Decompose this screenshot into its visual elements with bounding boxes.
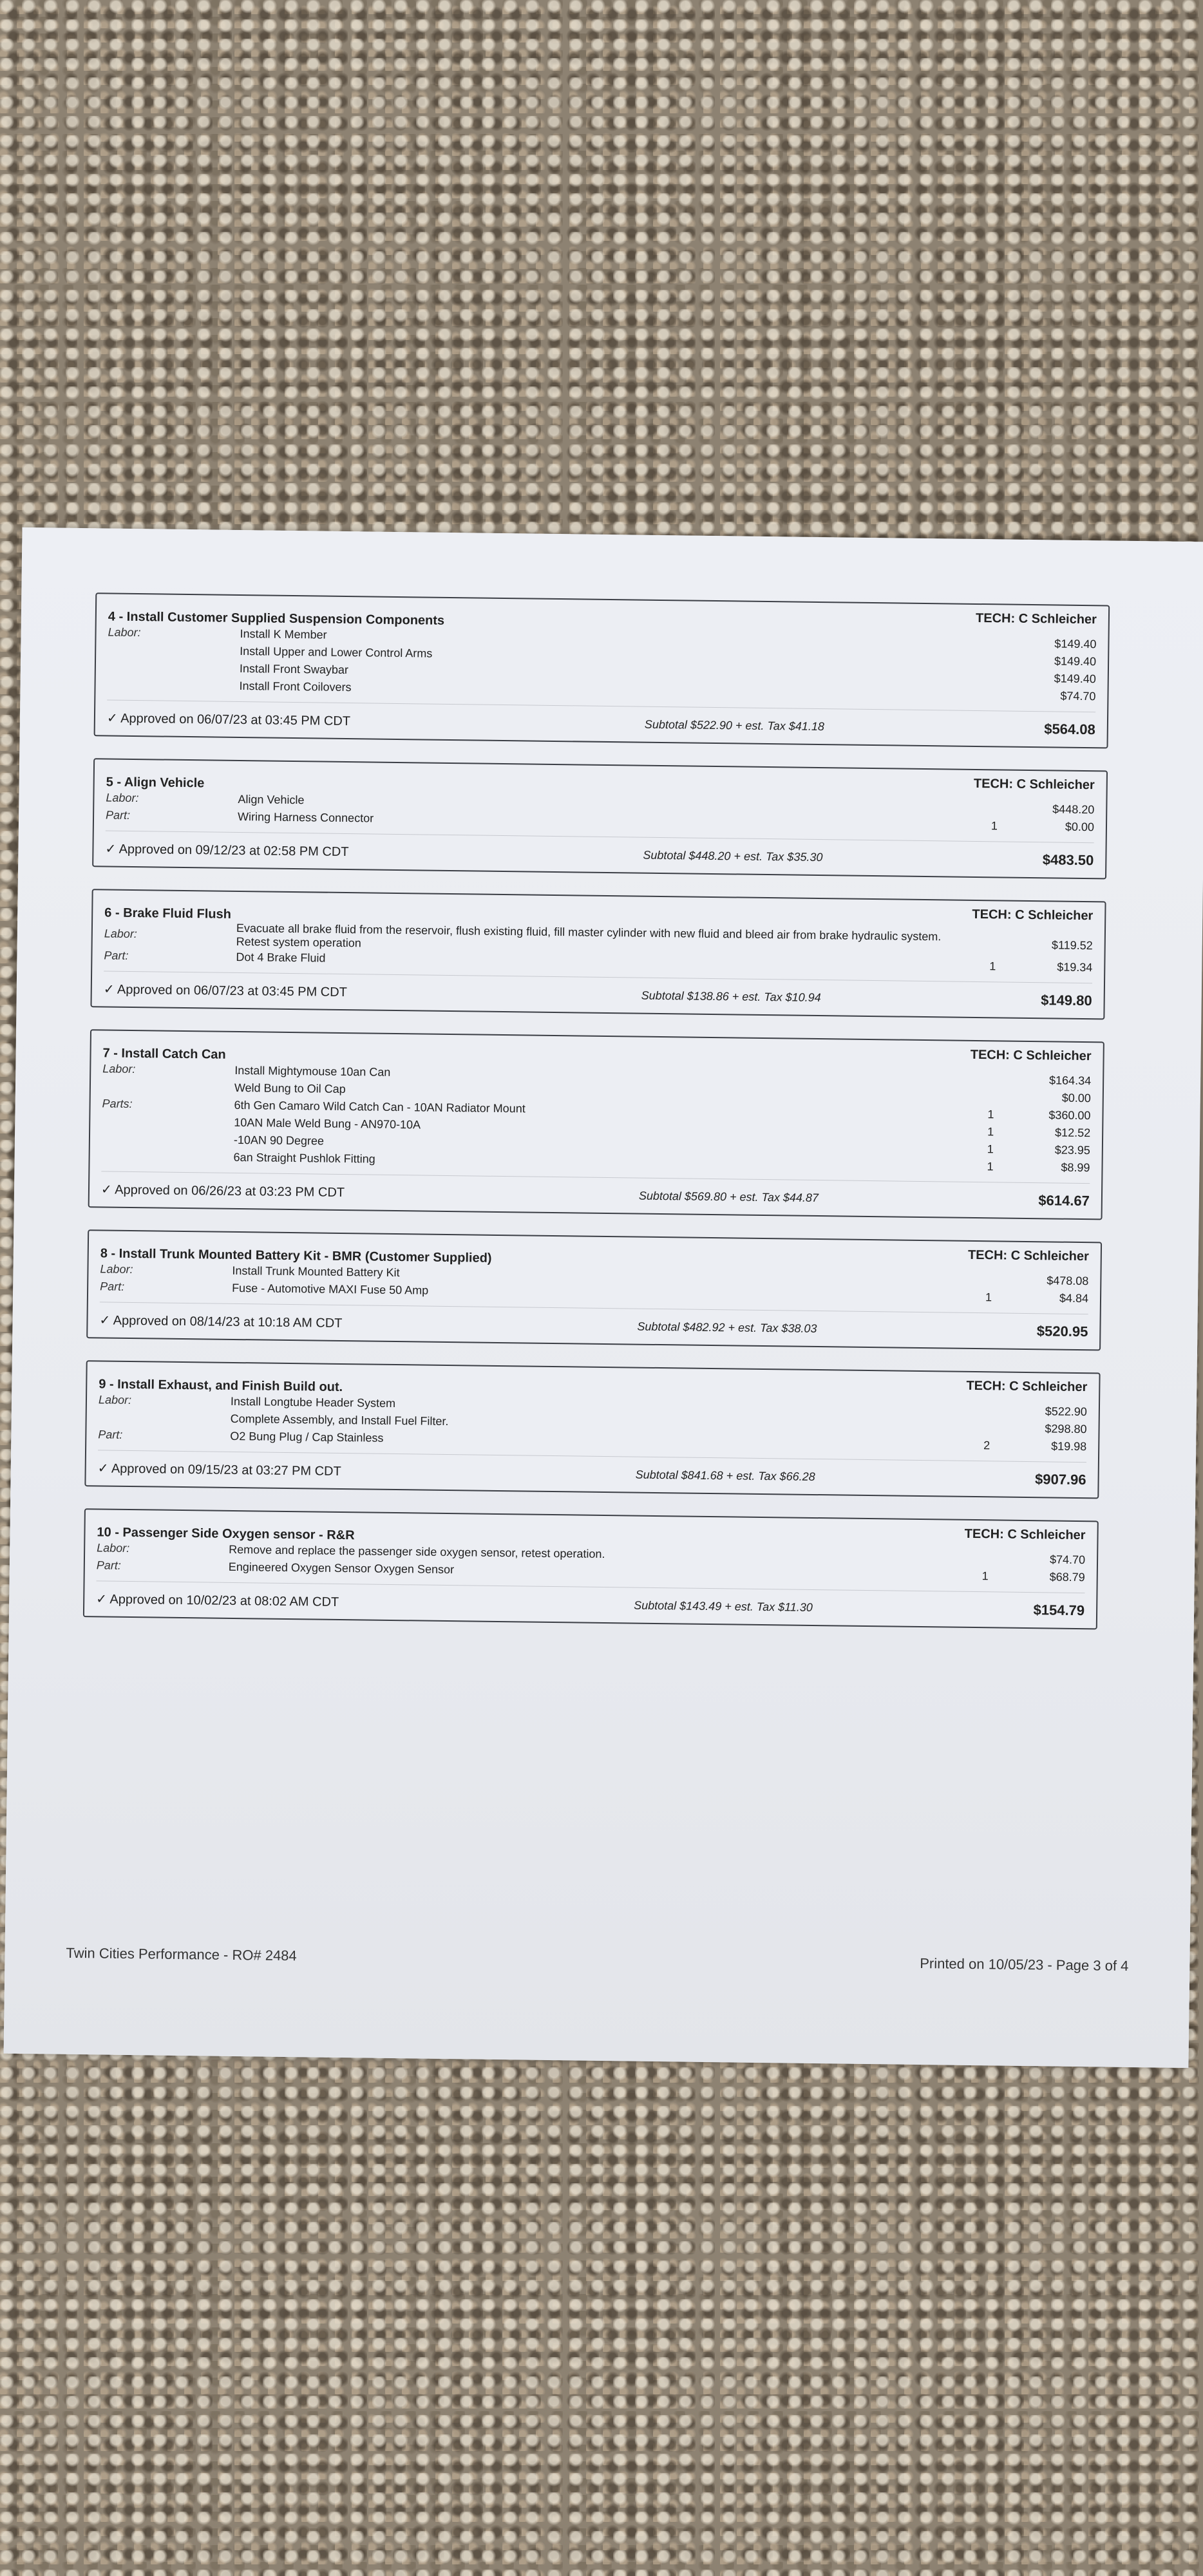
work-item-title: 4 - Install Customer Supplied Suspension Components	[108, 609, 445, 628]
subtotal-tax: Subtotal $143.49 + est. Tax $11.30	[634, 1598, 813, 1614]
line-quantity: 1	[989, 960, 996, 973]
line-quantity: 1	[987, 1160, 994, 1173]
line-quantity: 1	[987, 1108, 994, 1121]
line-price: $19.34	[1057, 960, 1093, 974]
line-price: $149.40	[1054, 654, 1097, 668]
line-price: $164.34	[1048, 1074, 1092, 1088]
work-item-footer	[104, 971, 1092, 1013]
line-quantity: 1	[987, 1142, 994, 1156]
line-price: $23.95	[1054, 1143, 1090, 1157]
line-description: Wiring Harness Connector	[237, 810, 374, 825]
line-type-label: Part:	[100, 1280, 125, 1293]
work-item-title: 8 - Install Trunk Mounted Battery Kit - BMR (Customer Supplied)	[100, 1246, 492, 1265]
technician-label: TECH: C Schleicher	[975, 611, 1097, 627]
item-total: $520.95	[1036, 1323, 1088, 1340]
line-description: Dot 4 Brake Fluid	[236, 950, 326, 965]
approval-status: ✓ Approved on 09/12/23 at 02:58 PM CDT	[105, 841, 349, 859]
line-quantity: 1	[981, 1569, 989, 1583]
line-price: $478.08	[1047, 1274, 1089, 1288]
work-item	[94, 592, 1110, 748]
technician-label: TECH: C Schleicher	[964, 1526, 1086, 1543]
work-item	[86, 1229, 1102, 1350]
line-price: $12.52	[1055, 1126, 1091, 1140]
technician-label: TECH: C Schleicher	[970, 1047, 1092, 1064]
subtotal-tax: Subtotal $569.80 + est. Tax $44.87	[638, 1189, 819, 1204]
line-description: -10AN 90 Degree	[233, 1133, 325, 1148]
line-type-label	[108, 650, 240, 652]
line-description: Evacuate all brake fluid from the reservoir, flush existing fluid, fill master cylinder with new fluid and bleed air from brake hydraulic system. Retest system operation	[236, 921, 942, 950]
approval-status: ✓ Approved on 06/26/23 at 03:23 PM CDT	[100, 1182, 345, 1200]
work-order-items	[82, 592, 1110, 1651]
line-description: 6an Straight Pushlok Fitting	[233, 1150, 375, 1166]
line-description: Install Mightymouse 10an Can	[234, 1063, 391, 1079]
approval-status: ✓ Approved on 08/14/23 at 10:18 AM CDT	[99, 1312, 343, 1331]
line-price: $4.84	[1059, 1291, 1089, 1305]
line-type-label	[102, 1121, 234, 1123]
line-type-label: Part:	[96, 1558, 122, 1572]
work-item-footer	[107, 699, 1095, 742]
line-description: Remove and replace the passenger side oxygen sensor, retest operation.	[229, 1542, 605, 1561]
work-item-title: 5 - Align Vehicle	[106, 775, 205, 791]
line-type-label: Part:	[105, 808, 131, 822]
subtotal-tax: Subtotal $841.68 + est. Tax $66.28	[635, 1468, 815, 1483]
line-price: $522.90	[1045, 1405, 1088, 1419]
line-type-label: Labor:	[108, 625, 141, 639]
line-price: $0.00	[1061, 1091, 1091, 1105]
line-description: Engineered Oxygen Sensor Oxygen Sensor	[228, 1560, 455, 1577]
line-description: Install Upper and Lower Control Arms	[240, 644, 433, 660]
printed-page	[4, 527, 1203, 2068]
line-type-label	[102, 1139, 234, 1141]
line-price: $8.99	[1061, 1160, 1090, 1175]
line-description: Install Longtube Header System	[230, 1394, 396, 1410]
shop-ro-number: Twin Cities Performance - RO# 2484	[66, 1944, 297, 1964]
line-type-label: Labor:	[100, 1262, 133, 1276]
line-quantity	[950, 1558, 989, 1559]
line-price: $149.40	[1054, 637, 1097, 651]
line-type-label: Labor:	[104, 926, 138, 940]
line-description: Install Trunk Mounted Battery Kit	[232, 1264, 400, 1280]
line-price: $360.00	[1048, 1108, 1091, 1122]
work-item-title: 10 - Passenger Side Oxygen sensor - R&R	[97, 1525, 355, 1543]
work-item	[83, 1508, 1099, 1629]
approval-status: ✓ Approved on 06/07/23 at 03:45 PM CDT	[103, 981, 348, 999]
line-quantity: 1	[985, 1291, 992, 1304]
line-price: $0.00	[1065, 820, 1095, 834]
line-quantity: 1	[990, 819, 998, 833]
work-item-footer	[96, 1580, 1085, 1623]
technician-label: TECH: C Schleicher	[966, 1378, 1088, 1395]
line-quantity	[958, 944, 996, 945]
subtotal-tax: Subtotal $138.86 + est. Tax $10.94	[641, 989, 821, 1004]
page-footer	[66, 1945, 1128, 1975]
item-total: $907.96	[1034, 1471, 1086, 1488]
approval-status: ✓ Approved on 09/15/23 at 03:27 PM CDT	[97, 1461, 341, 1479]
work-item	[92, 758, 1108, 879]
technician-label: TECH: C Schleicher	[973, 776, 1095, 793]
line-quantity	[952, 1410, 990, 1411]
technician-label: TECH: C Schleicher	[967, 1247, 1089, 1264]
line-description: 10AN Male Weld Bung - AN970-10A	[234, 1115, 421, 1132]
line-description: Install Front Swaybar	[239, 661, 349, 677]
line-type-label: Parts:	[102, 1097, 133, 1111]
line-price: $19.98	[1051, 1439, 1087, 1454]
work-item-title: 6 - Brake Fluid Flush	[104, 905, 232, 922]
line-quantity	[961, 660, 999, 661]
line-quantity: 1	[987, 1125, 994, 1139]
line-description: Weld Bung to Oil Cap	[234, 1081, 346, 1096]
work-item-footer	[97, 1450, 1086, 1492]
work-item-title: 7 - Install Catch Can	[102, 1046, 226, 1062]
line-quantity	[959, 808, 998, 809]
line-type-label	[102, 1086, 234, 1088]
line-type-label: Part:	[98, 1428, 123, 1441]
line-type-label	[108, 685, 240, 687]
technician-label: TECH: C Schleicher	[972, 907, 1094, 923]
line-description: 6th Gen Camaro Wild Catch Can - 10AN Radiator Mount	[234, 1098, 526, 1115]
line-price: $448.20	[1052, 802, 1095, 817]
line-type-label: Part:	[104, 949, 129, 962]
line-type-label: Labor:	[106, 791, 139, 805]
item-total: $154.79	[1033, 1602, 1085, 1619]
work-item	[84, 1360, 1100, 1499]
subtotal-tax: Subtotal $522.90 + est. Tax $41.18	[644, 717, 825, 733]
item-total: $614.67	[1038, 1192, 1090, 1209]
line-description: Align Vehicle	[238, 792, 305, 807]
line-type-label	[102, 1156, 234, 1158]
work-item	[90, 889, 1106, 1019]
line-quantity	[961, 677, 999, 678]
print-info: Printed on 10/05/23 - Page 3 of 4	[920, 1955, 1129, 1975]
line-type-label	[108, 667, 240, 669]
line-type-label: Labor:	[97, 1541, 130, 1555]
approval-status: ✓ Approved on 06/07/23 at 03:45 PM CDT	[106, 710, 351, 728]
line-price: $74.70	[1060, 689, 1096, 703]
line-price: $119.52	[1051, 938, 1093, 952]
work-item	[88, 1029, 1104, 1220]
line-description: Install K Member	[240, 627, 327, 641]
line-description: Fuse - Automotive MAXI Fuse 50 Amp	[232, 1281, 429, 1297]
approval-status: ✓ Approved on 10/02/23 at 08:02 AM CDT	[96, 1591, 339, 1609]
work-item-footer	[101, 1171, 1090, 1213]
line-type-label: Labor:	[98, 1393, 132, 1407]
line-price: $149.40	[1054, 672, 1096, 686]
item-total: $483.50	[1042, 851, 1094, 869]
work-item-footer	[99, 1302, 1088, 1344]
line-price: $298.80	[1045, 1422, 1087, 1436]
line-type-label	[99, 1417, 231, 1419]
subtotal-tax: Subtotal $448.20 + est. Tax $35.30	[643, 848, 823, 864]
line-price: $74.70	[1049, 1553, 1086, 1567]
line-quantity: 2	[983, 1439, 990, 1452]
line-description: O2 Bung Plug / Cap Stainless	[230, 1429, 384, 1444]
work-item-footer	[105, 830, 1094, 873]
line-description: Complete Assembly, and Install Fuel Filter.	[230, 1412, 449, 1428]
line-quantity	[960, 695, 999, 696]
work-item-title: 9 - Install Exhaust, and Finish Build out.	[99, 1377, 343, 1395]
subtotal-tax: Subtotal $482.92 + est. Tax $38.03	[637, 1320, 817, 1335]
line-description: Install Front Coilovers	[239, 679, 352, 694]
line-price: $68.79	[1049, 1570, 1085, 1584]
line-quantity	[956, 1079, 994, 1080]
item-total: $564.08	[1044, 721, 1095, 738]
item-total: $149.80	[1041, 992, 1092, 1009]
line-type-label: Labor:	[102, 1062, 136, 1076]
